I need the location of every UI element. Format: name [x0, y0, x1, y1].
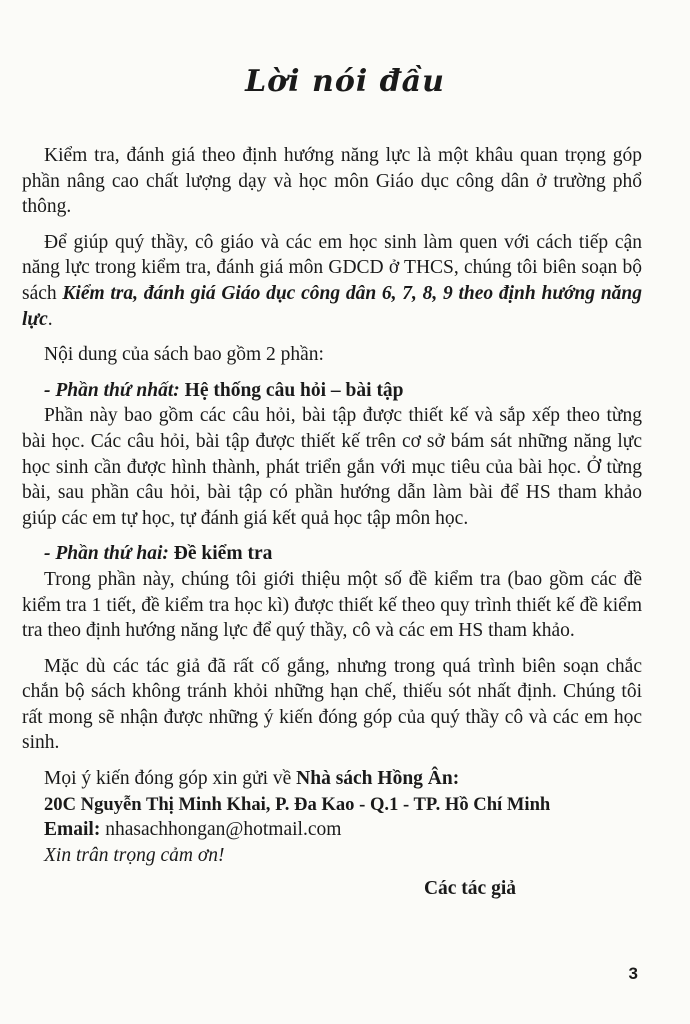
contact-lead: Mọi ý kiến đóng góp xin gửi về — [44, 768, 292, 790]
book-title: Kiểm tra, đánh giá Giáo dục công dân 6, 7, 8, 9 theo định hướng năng lực — [22, 282, 643, 330]
page-title: Lời nói đầu — [245, 64, 445, 99]
signature: Các tác giả — [423, 878, 516, 900]
part2-heading — [22, 541, 642, 567]
closing-paragraph: Mặc dù các tác giả đã rất cố gắng, nhưng trong quá trình biên soạn chắc chắn bộ sách không tránh khỏi những hạn chế, thiếu sót nhất định. Chúng tôi rất mong sẽ nhận được những ý kiến đóng góp của quý thầy cô và các em học sinh. — [22, 655, 642, 754]
email-label: Email: — [44, 819, 101, 841]
part1-body: Phần này bao gồm các câu hỏi, bài tập được thiết kế và sắp xếp theo từng bài học. Các câu hỏi, bài tập được thiết kế trên cơ sở bám sát những năng lực học sinh cần được hình thành, phát triển gắn với mục tiêu của bài học. Ở từng bài, sau phần câu hỏi, bài tập có phần hướng dẫn làm bài để HS tham khảo giúp các em tự học, tự đánh giá kết quả học tập môn học. — [22, 405, 642, 529]
part1-name: Hệ thống câu hỏi – bài tập — [184, 379, 404, 401]
email-address: nhasachhongan@hotmail.com — [105, 819, 342, 841]
contact-line — [22, 766, 642, 792]
publisher-name: Nhà sách Hồng Ân: — [296, 768, 460, 790]
thanks-line: Xin trân trọng cảm ơn! — [44, 844, 225, 866]
email-line — [22, 817, 642, 843]
purpose-text: Để giúp quý thầy, cô giáo và các em học sinh làm quen với cách tiếp cận năng lực trong kiểm tra, đánh giá môn GDCD ở THCS, chúng tôi biên soạn bộ sách — [22, 231, 642, 304]
purpose-paragraph — [22, 230, 642, 332]
part2-name: Đề kiểm tra — [173, 543, 273, 565]
contents-intro: Nội dung của sách bao gồm 2 phần: — [44, 344, 324, 366]
intro-paragraph: Kiểm tra, đánh giá theo định hướng năng lực là một khâu quan trọng góp phần nâng cao chất lượng dạy và học môn Giáo dục công dân ở trường phổ thông. — [22, 145, 642, 218]
part2-label: - Phần thứ hai: — [44, 543, 169, 565]
page-number: 3 — [628, 964, 638, 983]
part2-body: Trong phần này, chúng tôi giới thiệu một số đề kiểm tra (bao gồm các đề kiểm tra 1 tiết, đề kiểm tra học kì) được thiết kế theo quy trình thiết kế đề kiểm tra theo định hướng năng lực để quý thầy, cô và các em HS tham khảo. — [22, 568, 642, 642]
part1-label: - Phần thứ nhất: — [44, 379, 180, 401]
part1-heading — [22, 378, 642, 404]
publisher-address: 20C Nguyễn Thị Minh Khai, P. Đa Kao - Q.1 - TP. Hồ Chí Minh — [44, 793, 551, 815]
purpose-end: . — [47, 308, 53, 330]
preface-body — [22, 143, 642, 902]
